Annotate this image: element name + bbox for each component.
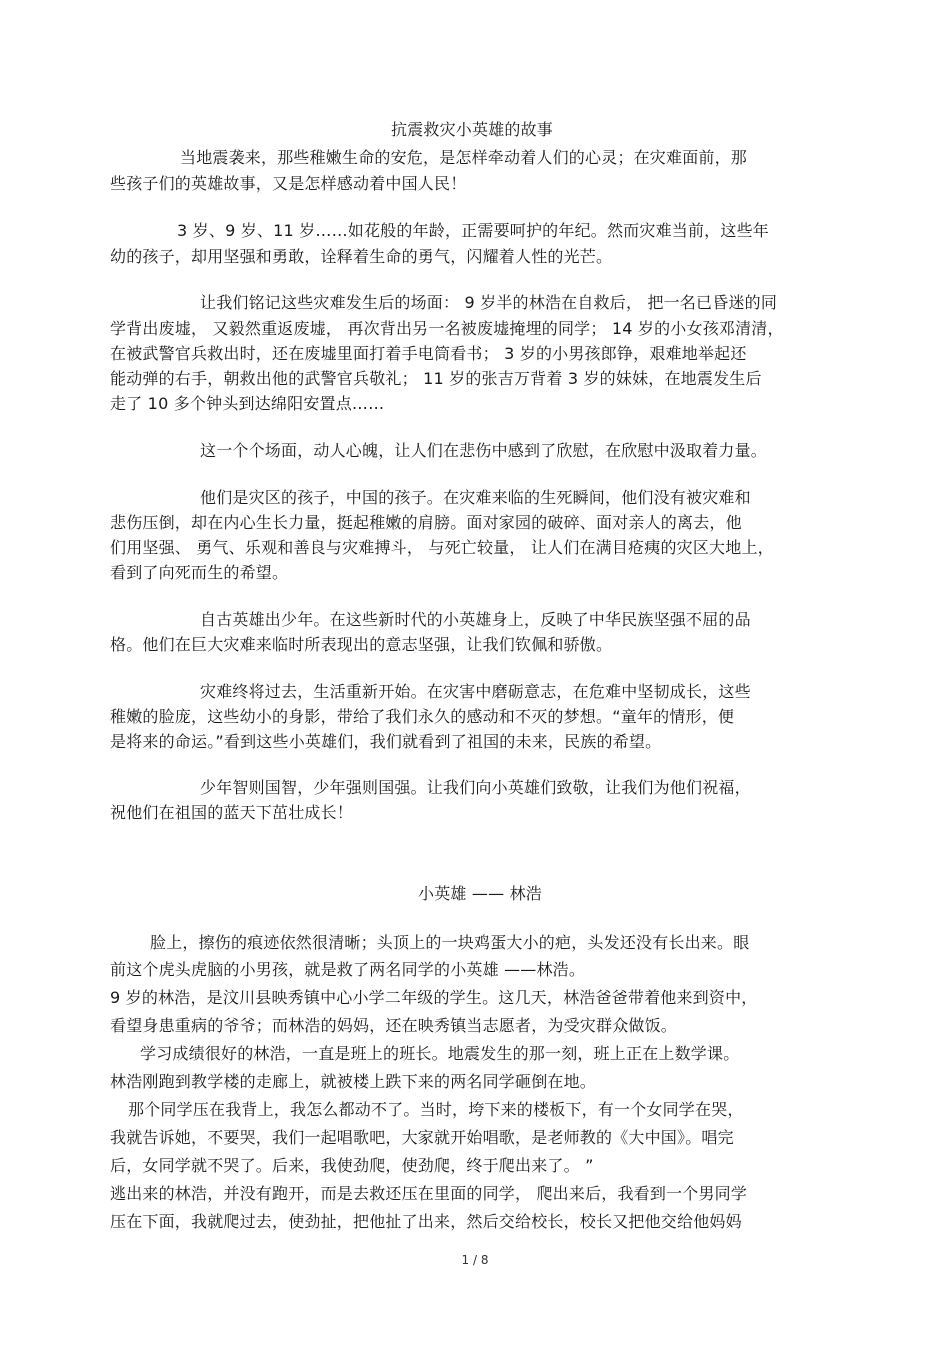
text-line: 格。他们在巨大灾难来临时所表现出的意志坚强，让我们钦佩和骄傲。 — [110, 635, 613, 654]
text-line: 悲伤压倒，却在内心生长力量，挺起稚嫩的肩膀。面对家园的破碎、面对亲人的离去，他 — [110, 513, 742, 532]
text-line: 后，女同学就不哭了。后来，我使劲爬，使劲爬，终于爬出来了。 ” — [110, 1156, 594, 1175]
text-line: 让我们铭记这些灾难发生后的场面： 9 岁半的林浩在自救后， 把一名已昏迷的同 — [200, 293, 778, 312]
text-line: 看望身患重病的爷爷；而林浩的妈妈，还在映秀镇当志愿者，为受灾群众做饭。 — [110, 1016, 678, 1035]
text-line: 林浩刚跑到教学楼的走廊上，就被楼上跌下来的两名同学砸倒在地。 — [110, 1072, 597, 1091]
section-title: 小英雄 —— 林浩 — [418, 884, 542, 903]
text-line: 幼的孩子，却用坚强和勇敢，诠释着生命的勇气，闪耀着人性的光芒。 — [110, 247, 613, 266]
text-line: 学习成绩很好的林浩，一直是班上的班长。地震发生的那一刻，班上正在上数学课。 — [140, 1044, 740, 1063]
text-line: 稚嫩的脸庞，这些幼小的身影，带给了我们永久的感动和不灭的梦想。“童年的情形，便 — [110, 707, 735, 726]
text-line: 在被武警官兵救出时，还在废墟里面打着手电筒看书； 3 岁的小男孩郎铮，艰难地举起还 — [110, 344, 747, 363]
text-line: 看到了向死而生的希望。 — [110, 563, 289, 582]
text-line: 是将来的命运。”看到这些小英雄们，我们就看到了祖国的未来，民族的希望。 — [110, 732, 662, 751]
text-line: 些孩子们的英雄故事，又是怎样感动着中国人民！ — [110, 174, 467, 193]
page-title: 抗震救灾小英雄的故事 — [391, 120, 554, 139]
text-line: 他们是灾区的孩子，中国的孩子。在灾难来临的生死瞬间，他们没有被灾难和 — [200, 488, 751, 507]
text-line: 能动弹的右手，朝救出他的武警官兵敬礼； 11 岁的张吉万背着 3 岁的妹妹，在地震发生后 — [110, 369, 762, 388]
text-line: 学背出废墟， 又毅然重返废墟， 再次背出另一名被废墟掩埋的同学； 14 岁的小女孩邓清清， — [110, 319, 784, 338]
text-line: 9 岁的林浩，是汶川县映秀镇中心小学二年级的学生。这几天，林浩爸爸带着他来到资中， — [110, 988, 758, 1007]
text-line: 走了 10 多个钟头到达绵阳安置点…… — [110, 394, 385, 413]
text-line: 自古英雄出少年。在这些新时代的小英雄身上，反映了中华民族坚强不屈的品 — [200, 610, 751, 629]
text-line: 那个同学压在我背上，我怎么都动不了。当时，垮下来的楼板下，有一个女同学在哭， — [128, 1100, 744, 1119]
text-line: 我就告诉她，不要哭，我们一起唱歌吧，大家就开始唱歌，是老师教的《大中国》。唱完 — [110, 1128, 734, 1147]
text-line: 脸上，擦伤的痕迹依然很清晰；头顶上的一块鸡蛋大小的疤，头发还没有长出来。眼 — [150, 933, 750, 952]
text-line: 逃出来的林浩，并没有跑开，而是去救还压在里面的同学， 爬出来后，我看到一个男同学 — [110, 1184, 748, 1203]
text-line: 压在下面，我就爬过去，使劲扯，把他扯了出来，然后交给校长，校长又把他交给他妈妈 — [110, 1212, 742, 1231]
text-line: 少年智则国智，少年强则国强。让我们向小英雄们致敬，让我们为他们祝福， — [200, 778, 751, 797]
text-line: 灾难终将过去，生活重新开始。在灾害中磨砺意志，在危难中坚韧成长，这些 — [200, 682, 751, 701]
page-number: 1 / 8 — [461, 1253, 489, 1267]
text-line: 前这个虎头虎脑的小男孩，就是救了两名同学的小英雄 ——林浩。 — [110, 960, 586, 979]
text-line: 当地震袭来，那些稚嫩生命的安危，是怎样牵动着人们的心灵；在灾难面前，那 — [180, 148, 748, 167]
text-line: 祝他们在祖国的蓝天下茁壮成长！ — [110, 803, 354, 822]
text-line: 们用坚强、 勇气、乐观和善良与灾难搏斗， 与死亡较量， 让人们在满目疮痍的灾区大地上， — [110, 538, 774, 557]
text-line: 这一个个场面，动人心魄，让人们在悲伤中感到了欣慰，在欣慰中汲取着力量。 — [200, 441, 768, 460]
text-line: 3 岁、9 岁、11 岁……如花般的年龄，正需要呵护的年纪。然而灾难当前，这些年 — [177, 221, 769, 240]
